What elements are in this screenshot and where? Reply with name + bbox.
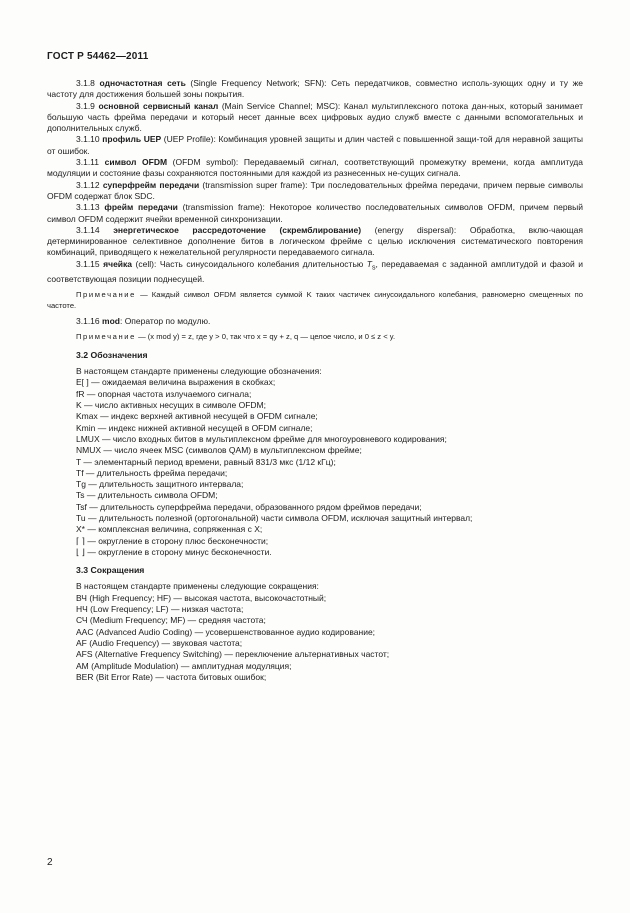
list-item: X* — комплексная величина, сопряженная с X; [76,524,263,535]
list-item: AFS (Alternative Frequency Switching) — переключение альтернативных частот; [76,649,390,660]
definition-3-1-9 [47,101,583,135]
def-text: , передаваемая с заданной амплитудой и фазой и соответствующая позиции поднесущей. [47,258,583,284]
list-item: Tu — длительность полезной (ортогональной) части символа OFDM, исключая защитный интервал; [76,512,473,523]
def-text: (Main Service Channel; MSC): Канал мультиплексного потока дан-ных, который занимает большую часть фрейма передачи и который несет данные всех цифровых аудио служб вместе с данными вспомогательных и дополнительных служб. [47,100,583,134]
def-number: 3.1.16 [76,316,100,327]
note-label: Примечание [76,332,136,342]
note-3-1-15 [47,290,583,311]
def-text: (OFDM symbol): Передаваемый сигнал, соответствующий промежутку времени, когда амплитуда модуляции и состояние фазы сохраняются постоянными для каждой из разнесенных не-сущих сигнала. [47,157,583,179]
list-item: K — число активных несущих в символе OFDM; [76,400,266,411]
def-text: (energy dispersal): Обработка, вклю-чающая детерминированное селективное дополнение битов в логическом фрейме с целью исключения систематического повторения комбинаций, приводящего к нежелательной регулярности передаваемого сигнала. [47,224,583,258]
note-text: — Каждый символ OFDM является суммой K таких частичек синусоидального колебания, равномерно смещенных по частоте. [47,290,583,310]
definition-3-1-10 [47,134,583,157]
symbols-list [47,377,583,558]
definition-3-1-11 [47,157,583,180]
section-3-2-intro: В настоящем стандарте применены следующие обозначения: [76,366,322,377]
standard-header: ГОСТ Р 54462—2011 [47,51,149,62]
def-symbol-subscript: s [371,263,376,272]
def-term: одночастотная сеть [99,78,186,88]
def-term: символ OFDM [104,157,168,168]
def-number: 3.1.8 [76,78,95,88]
def-text: (cell): Часть синусоидального колебания длительностью [132,258,367,269]
list-item: НЧ (Low Frequency; LF) — низкая частота; [76,604,244,615]
list-item: СЧ (Medium Frequency; MF) — средняя частота; [76,615,266,626]
def-number: 3.1.15 [76,258,100,269]
section-heading-3-2: 3.2 Обозначения [76,349,148,360]
list-item: BER (Bit Error Rate) — частота битовых ошибок; [76,671,267,682]
note-3-1-16 [47,332,583,343]
list-item: NMUX — число ячеек MSC (символов QAM) в мультиплексном фрейме; [76,445,362,456]
list-item: AM (Amplitude Modulation) — амплитудная модуляция; [76,660,292,671]
def-text: (UEP Profile): Комбинация уровней защиты и длин частей с повышенной защи-той для неравной защиты от ошибок. [47,134,583,156]
list-item: Kmax — индекс верхней активной несущей в OFDM сигнале; [76,411,318,422]
def-number: 3.1.13 [76,202,100,213]
list-item: Tsf — длительность суперфрейма передачи, образованного рядом фреймов передачи; [76,501,422,512]
abbreviations-list [47,593,583,683]
def-term: профиль UEP [102,134,162,145]
def-text: (Single Frequency Network; SFN): Сеть передатчиков, совместно исполь-зующих одну и ту же частоту для достижения большей зоны покрытия. [47,78,583,100]
section-heading-3-3: 3.3 Сокращения [76,565,145,576]
def-term: основной сервисный канал [98,100,219,111]
def-term: суперфрейм передачи [102,179,200,190]
def-text: (transmission frame): Некоторое количество последовательных символов OFDM, причем первый символ OFDM содержит ячейки временной синхронизации. [47,202,583,224]
list-item: Tf — длительность фрейма передачи; [76,467,228,478]
definition-3-1-14 [47,225,583,259]
list-item: AAC (Advanced Audio Coding) — усовершенствованное аудио кодирование; [76,626,376,637]
def-text: : Оператор по модулю. [119,316,211,327]
def-term: энергетическое рассредоточение (скремблирование) [113,224,362,235]
document-body [47,78,583,683]
def-number: 3.1.9 [76,100,95,111]
definition-3-1-13 [47,202,583,225]
note-text: — (x mod y) = z, где y > 0, так что x = qy + z, q — целое число, и 0 ≤ z < y. [135,332,396,342]
def-term: фрейм передачи [104,202,178,213]
list-item: Tg — длительность защитного интервала; [76,479,244,490]
definition-3-1-15 [47,259,583,285]
list-item: fR — опорная частота излучаемого сигнала; [76,388,252,399]
page-number: 2 [47,857,53,868]
list-item: ⌈ ⌉ — округление в сторону плюс бесконечности; [76,535,269,546]
section-3-3-intro: В настоящем стандарте применены следующие сокращения: [76,581,319,592]
definition-3-1-12 [47,180,583,203]
def-number: 3.1.11 [76,157,100,168]
list-item: LMUX — число входных битов в мультиплексном фрейме для многоуровневого кодирования; [76,433,447,444]
list-item: E[ ] — ожидаемая величина выражения в скобках; [76,377,276,388]
note-label: Примечание [76,290,136,300]
def-text: (transmission super frame): Три последовательных фрейма передачи, причем первые символы OFDM содержат блок SDC. [47,179,583,201]
def-symbol: T [366,258,372,269]
definition-3-1-16 [47,316,583,327]
list-item: Kmin — индекс нижней активной несущей в OFDM сигнале; [76,422,313,433]
list-item: T — элементарный период времени, равный 831/3 мкс (1/12 кГц); [76,456,336,467]
def-number: 3.1.10 [76,134,100,145]
list-item: Ts — длительность символа OFDM; [76,490,218,501]
def-term: ячейка [103,258,133,269]
def-term: mod [102,316,120,327]
def-number: 3.1.14 [76,224,100,235]
def-number: 3.1.12 [76,179,100,190]
list-item: AF (Audio Frequency) — звуковая частота; [76,637,243,648]
definition-3-1-8 [47,78,583,101]
list-item: ⌊ ⌋ — округление в сторону минус бесконечности. [76,546,272,557]
list-item: ВЧ (High Frequency; HF) — высокая частота, высокочастотный; [76,592,327,603]
